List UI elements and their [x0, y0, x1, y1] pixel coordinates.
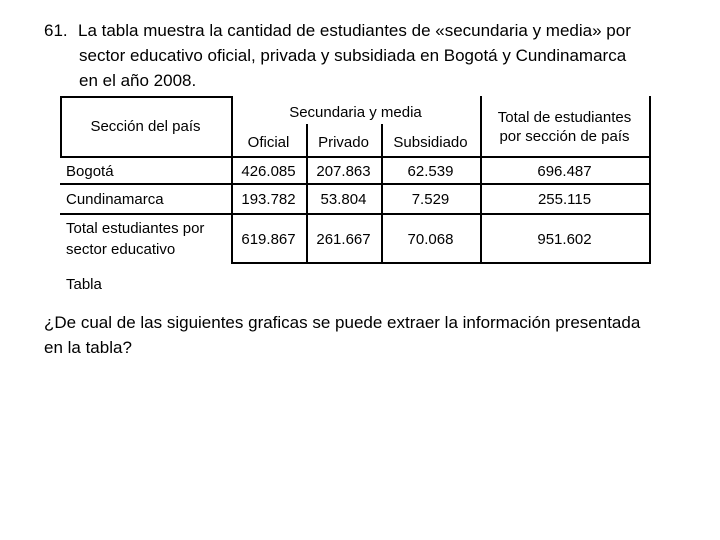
row-label: sector educativo [66, 241, 176, 258]
data-table [60, 96, 651, 264]
cell-total: 696.487 [537, 163, 592, 180]
table-border [60, 156, 651, 158]
cell-oficial: 619.867 [241, 231, 296, 248]
table-border [60, 183, 651, 185]
cell-total: 951.602 [537, 231, 592, 248]
header-total-line1: Total de estudiantes [497, 109, 632, 126]
cell-privado: 53.804 [320, 191, 367, 208]
row-label: Total estudiantes por [66, 220, 205, 237]
question-number: 61. [44, 21, 68, 40]
row-label: Bogotá [66, 163, 114, 180]
table-border [60, 213, 651, 215]
cell-total: 255.115 [537, 191, 592, 208]
cell-privado: 207.863 [316, 163, 371, 180]
question-line: La tabla muestra la cantidad de estudiantes de «secundaria y media» por [78, 21, 631, 40]
cell-oficial: 193.782 [241, 191, 296, 208]
header-secundaria-media: Secundaria y media [289, 104, 422, 121]
table-border [60, 96, 231, 98]
cell-oficial: 426.085 [241, 163, 296, 180]
table-caption: Tabla [66, 276, 102, 293]
question-line: en el año 2008. [79, 71, 197, 90]
table-border [649, 96, 651, 264]
question-line: sector educativo oficial, privada y subsidiada en Bogotá y Cundinamarca [79, 46, 627, 65]
prompt-line: ¿De cual de las siguientes graficas se puede extraer la información presentada [44, 313, 641, 332]
cell-subsidiado: 7.529 [411, 191, 450, 208]
cell-subsidiado: 70.068 [407, 231, 454, 248]
header-subsidiado: Subsidiado [393, 134, 468, 151]
row-label: Cundinamarca [66, 191, 164, 208]
header-oficial: Oficial [247, 134, 290, 151]
header-total-line2: por sección de país [499, 128, 630, 145]
cell-subsidiado: 62.539 [407, 163, 454, 180]
prompt-text [44, 310, 684, 360]
cell-privado: 261.667 [316, 231, 371, 248]
prompt-line: en la tabla? [44, 338, 132, 357]
header-privado: Privado [318, 134, 369, 151]
header-section: Sección del país [90, 118, 201, 135]
question-text [79, 18, 679, 93]
table-border [231, 262, 651, 264]
